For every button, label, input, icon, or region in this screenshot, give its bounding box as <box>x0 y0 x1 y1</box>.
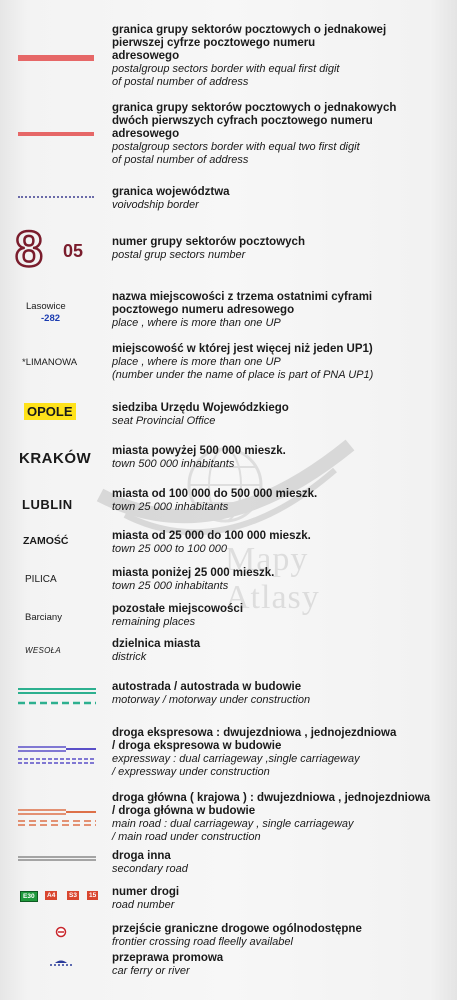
legend-symbol <box>0 291 105 331</box>
place-name: *LIMANOWA <box>22 357 78 368</box>
road-badge-s3: S3 <box>69 892 77 899</box>
legend-symbol <box>0 24 105 94</box>
legend-pl: droga inna <box>112 850 171 862</box>
road-badge-15: 15 <box>89 892 97 899</box>
legend-pl: droga główna ( krajowa ) : dwujezdniowa , jednojezdniowa <box>112 792 431 804</box>
opole-label: OPOLE <box>24 403 76 420</box>
legend-text <box>112 567 451 593</box>
road-badge-e30: E30 <box>20 891 38 902</box>
legend-text <box>112 886 451 912</box>
legend-text <box>112 445 451 471</box>
legend-pl: miejscowość w której jest więcej niż jeden UP1) <box>112 343 373 355</box>
main-road-symbol-icon <box>0 792 105 842</box>
legend-text <box>112 488 451 514</box>
legend-symbol <box>0 402 105 428</box>
ferry-icon <box>0 952 105 978</box>
legend-symbol <box>0 923 105 949</box>
legend-symbol <box>0 102 105 172</box>
legend-symbol <box>0 952 105 978</box>
legend-pl: dzielnica miasta <box>112 638 201 650</box>
road-badge-a4: A4 <box>47 892 56 899</box>
legend-pl: miasta powyżej 500 000 mieszk. <box>112 445 286 457</box>
legend-symbol <box>0 638 105 664</box>
legend-text <box>112 530 451 556</box>
legend-text <box>112 952 451 978</box>
legend-pl: pocztowego numeru adresowego <box>112 304 295 316</box>
place-name: Lasowice <box>26 301 66 312</box>
legend-text <box>112 603 451 629</box>
legend-en: voivodship border <box>112 199 199 211</box>
legend-en: frontier crossing road fleelly availabel <box>112 936 293 948</box>
legend-en: of postal number of address <box>112 75 249 88</box>
place-code: -282 <box>41 313 61 324</box>
pilica-label: PILICA <box>25 574 57 585</box>
legend-symbol <box>0 186 105 216</box>
legend-pl: droga ekspresowa : dwujezdniowa , jednojezdniowa <box>112 727 397 739</box>
legend-pl: granica województwa <box>112 186 230 198</box>
legend-symbol <box>0 567 105 593</box>
frontier-crossing-icon <box>0 923 105 949</box>
legend-en: postal grup sectors number <box>112 249 246 261</box>
legend-pl: pozostałe miejscowości <box>112 603 244 615</box>
legend-en: remaining places <box>112 616 196 628</box>
legend-pl: miasta od 25 000 do 100 000 mieszk. <box>112 530 311 542</box>
barciany-label: Barciany <box>25 612 62 623</box>
zamosc-label: ZAMOŚĆ <box>23 535 69 547</box>
legend-pl: miasta poniżej 25 000 mieszk. <box>112 567 275 579</box>
legend-pl: adresowego <box>112 128 180 140</box>
legend-en: of postal number of address <box>112 153 249 166</box>
legend-en: expressway : dual carriageway ,single carriageway <box>112 753 360 765</box>
legend-en: postalgroup sectors border with equal two first digit <box>112 141 360 153</box>
postal-group-border-line <box>18 55 94 61</box>
lublin-label: LUBLIN <box>22 497 73 512</box>
legend-en: secondary road <box>112 863 188 875</box>
legend-en: districk <box>112 651 147 663</box>
legend-text <box>112 186 451 212</box>
legend-text <box>112 850 451 876</box>
legend-en: / main road under construction <box>112 830 261 843</box>
expressway-symbol-icon <box>0 727 105 777</box>
legend-en: town 25 000 to 100 000 <box>112 543 227 555</box>
legend-pl: numer drogi <box>112 886 180 898</box>
legend-pl: adresowego <box>112 50 180 62</box>
legend-en: town 500 000 inhabitants <box>112 458 235 470</box>
legend-text <box>112 236 451 262</box>
legend-symbol <box>0 488 105 514</box>
legend-symbol <box>0 530 105 556</box>
legend-symbol <box>0 681 105 711</box>
legend-pl: autostrada / autostrada w budowie <box>112 681 302 693</box>
legend-en: road number <box>112 899 175 911</box>
legend-text <box>112 402 451 428</box>
legend-text <box>112 638 451 664</box>
legend-symbol <box>0 886 105 912</box>
legend-pl: numer grupy sektorów pocztowych <box>112 236 305 248</box>
legend-symbol <box>0 727 105 777</box>
legend-pl: granica grupy sektorów pocztowych o jednakowych <box>112 102 397 114</box>
legend-text <box>112 727 451 778</box>
legend-symbol <box>0 445 105 471</box>
sector-number-small: 05 <box>63 241 84 261</box>
krakow-label: KRAKÓW <box>19 450 92 467</box>
legend-pl: przejście graniczne drogowe ogólnodostępne <box>112 923 362 935</box>
wesola-label: WESOŁA <box>25 646 62 655</box>
legend-symbol <box>0 850 105 876</box>
secondary-road-symbol-icon <box>0 850 105 876</box>
legend-text <box>112 923 451 949</box>
motorway-symbol-icon <box>0 681 105 711</box>
legend-en: town 25 000 inhabitants <box>112 580 229 592</box>
legend-text <box>112 792 451 843</box>
legend-pl: dwóch pierwszych cyfrach pocztowego numeru <box>112 115 373 127</box>
legend-en: place , where is more than one UP <box>112 317 281 329</box>
legend-pl: / droga główna w budowie <box>112 805 256 817</box>
legend-symbol <box>0 343 105 383</box>
legend-pl: granica grupy sektorów pocztowych o jednakowej <box>112 24 387 36</box>
legend-symbol <box>0 221 105 277</box>
legend-en: (number under the name of place is part of PNA UP1) <box>112 368 374 381</box>
legend-text <box>112 291 451 330</box>
voivodship-border-line <box>18 196 94 198</box>
legend-pl: pierwszej cyfrze pocztowego numeru <box>112 37 316 49</box>
legend-en: town 25 000 inhabitants <box>112 501 229 513</box>
legend-text <box>112 102 451 166</box>
legend-en: place , where is more than one UP <box>112 356 281 368</box>
legend-en: seat Provincial Office <box>112 415 216 427</box>
legend-en: main road : dual carriageway , single carriageway <box>112 818 354 830</box>
watermark-text: Mapy Atlasy <box>225 541 320 616</box>
legend-pl: przeprawa promowa <box>112 952 224 964</box>
legend-text <box>112 681 451 707</box>
legend-text <box>112 343 451 381</box>
legend-symbol <box>0 792 105 842</box>
legend-pl: miasta od 100 000 do 500 000 mieszk. <box>112 488 318 500</box>
postal-group-border-thin-line <box>18 132 94 136</box>
legend-en: / expressway under construction <box>112 765 270 778</box>
legend-pl: siedziba Urzędu Wojewódzkiego <box>112 402 289 414</box>
legend-en: motorway / motorway under construction <box>112 694 311 706</box>
legend-pl: nazwa miejscowości z trzema ostatnimi cyframi <box>112 291 373 303</box>
legend-symbol <box>0 603 105 629</box>
legend-en: car ferry or river <box>112 965 190 977</box>
legend-pl: / droga ekspresowa w budowie <box>112 740 282 752</box>
legend-text <box>112 24 451 88</box>
sector-number-big: 8 <box>15 221 43 277</box>
legend-en: postalgroup sectors border with equal first digit <box>112 63 340 75</box>
